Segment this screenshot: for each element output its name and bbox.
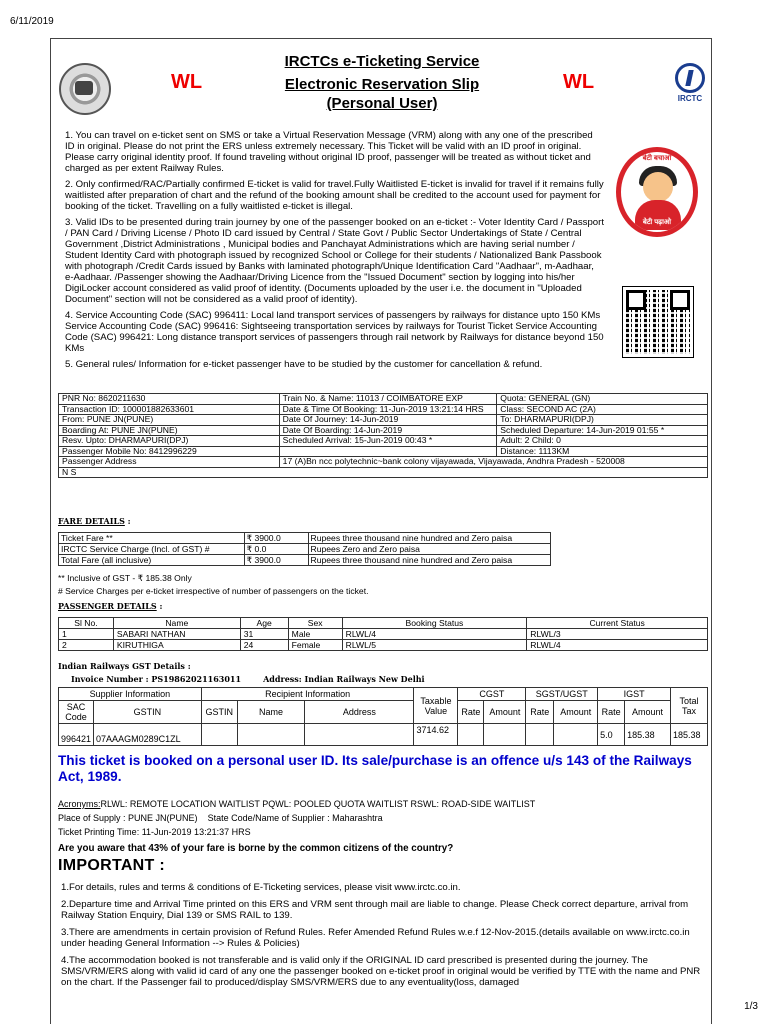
taxable-value: 3714.62 bbox=[414, 724, 458, 746]
gst-table bbox=[58, 687, 708, 746]
e-ticket bbox=[50, 38, 712, 1024]
passenger-age: 31 bbox=[240, 629, 288, 640]
sac-code: 996421 bbox=[59, 724, 94, 746]
waitlist-badge-right: WL bbox=[563, 71, 595, 93]
supplier-gstin-header: GSTIN bbox=[94, 701, 202, 724]
passenger-name: KIRUTHIGA bbox=[113, 640, 240, 651]
place-of-supply-line bbox=[58, 813, 383, 823]
rule-1: 1.For details, rules and terms & conditions of E-Ticketing services, please visit www.irctc.co.in. bbox=[61, 882, 461, 893]
invoice-number: Invoice Number : PS19862021163011 bbox=[71, 674, 242, 684]
important-heading: IMPORTANT : bbox=[58, 857, 165, 874]
cgst-header: CGST bbox=[458, 688, 526, 701]
fare-row bbox=[59, 533, 551, 544]
note-2: 2. Only confirmed/RAC/Partially confirmed E-ticket is valid for travel.Fully Waitlisted E-ticket is invalid for travel if it remains fully waitlisted after preparation of chart and the refund of the booking amount shall be credited to the account used for payment for booking of the ticket. Travelling on a fully waitlisted e-ticket is illegal. bbox=[65, 179, 604, 212]
recipient-name bbox=[237, 724, 305, 746]
igst-rate-header: Rate bbox=[598, 701, 625, 724]
waitlist-badge-left: WL bbox=[171, 71, 203, 93]
from-station: From: PUNE JN(PUNE) bbox=[59, 415, 280, 426]
recipient-address-header: Address bbox=[305, 701, 414, 724]
passenger-sl-no: 1 bbox=[59, 629, 114, 640]
passenger-table bbox=[58, 617, 708, 651]
ticket-user-type: (Personal User) bbox=[326, 95, 438, 112]
cgst-amount-header: Amount bbox=[484, 701, 526, 724]
passenger-age: 24 bbox=[240, 640, 288, 651]
passenger-name: SABARI NATHAN bbox=[113, 629, 240, 640]
note-5: 5. General rules/ Information for e-ticket passenger have to be studied by the customer for cancellation & refund. bbox=[65, 359, 543, 370]
acronyms-label: Acronyms: bbox=[58, 799, 101, 809]
cgst-rate bbox=[458, 724, 484, 746]
fare-table bbox=[58, 532, 551, 566]
fare-heading-colon: : bbox=[124, 516, 131, 526]
recipient-gstin bbox=[201, 724, 237, 746]
fare-words: Rupees three thousand nine hundred and Zero paisa bbox=[308, 533, 550, 544]
address-label: Passenger Address bbox=[59, 457, 280, 468]
note-3: 3. Valid IDs to be presented during train journey by one of the passenger booked on an e-ticket :- Voter Identity Card / Passport / PAN Card / Driving License / Photo ID card issued by Central / State Govt / Public Sector Undertakings of State / Central Government ,District Administrations , Municipal bodies and Panchayat Administrations which are having serial number / Student Identity Card with photograph issued by recognized School or College for their students / Nationalized Bank Passbook with photograph /Credit Cards issued by Banks with laminated photograph/Unique Identification Card "Aadhaar", m-Aadhaar, e-Aadhaar. /Passenger showing the Aadhaar/Driving Licence from the "Issued Document" section by logging into his/her DigiLocker account considered as valid proof of identity. (Documents uploaded by the user i.e. the document in "Uploaded Document" section will not be considered as a valid proof of identity). bbox=[65, 217, 604, 305]
qr-code-icon bbox=[623, 287, 693, 357]
fare-words: Rupees three thousand nine hundred and Zero paisa bbox=[308, 555, 550, 566]
travel-class: Class: SECOND AC (2A) bbox=[497, 404, 708, 415]
beti-padhao-text: बेटी पढ़ाओ bbox=[642, 219, 672, 226]
col-name: Name bbox=[113, 618, 240, 629]
sgst-rate bbox=[526, 724, 554, 746]
cgst-rate-header: Rate bbox=[458, 701, 484, 724]
scheduled-departure: Scheduled Departure: 14-Jun-2019 01:55 * bbox=[497, 425, 708, 436]
service-charge-note: # Service Charges per e-ticket irrespective of number of passengers on the ticket. bbox=[58, 586, 369, 596]
current-status: RLWL/4 bbox=[527, 640, 708, 651]
booking-datetime: Date & Time Of Booking: 11-Jun-2019 13:21:14 HRS bbox=[279, 404, 497, 415]
scheduled-arrival: Scheduled Arrival: 15-Jun-2019 00:43 * bbox=[279, 436, 497, 447]
passenger-sl-no: 2 bbox=[59, 640, 114, 651]
igst-header: IGST bbox=[598, 688, 671, 701]
beti-bachao-text: बेटी बचाओ bbox=[642, 155, 672, 162]
fare-row bbox=[59, 544, 551, 555]
journey-date: Date Of Journey: 14-Jun-2019 bbox=[279, 415, 497, 426]
boarding-date: Date Of Boarding: 14-Jun-2019 bbox=[279, 425, 497, 436]
state-code: State Code/Name of Supplier : Maharashtra bbox=[207, 813, 383, 823]
irctc-logo-icon bbox=[673, 63, 707, 107]
ticket-subtitle: Electronic Reservation Slip bbox=[284, 76, 480, 93]
address-name: N S bbox=[59, 467, 708, 478]
note-4: 4. Service Accounting Code (SAC) 996411: Local land transport services of passengers by railways for distance upto 150 KMs Service Accounting Code (SAC) 996416: Sightseeing transportation services by railways for Tourist Ticket Service Accounting Code (SAC) 996421: Long distance transport services of passengers through rail network by Railways for distance beyond 150 KMs bbox=[65, 310, 604, 354]
fare-amount: ₹ 0.0 bbox=[244, 544, 308, 555]
gst-invoice-line bbox=[71, 674, 447, 684]
rule-3: 3.There are amendments in certain provision of Refund Rules. Refer Amended Refund Rules w.e.f 12-Nov-2015.(details available on www.irctc.co.in under heading General Information --> Rules & Policies) bbox=[61, 927, 690, 949]
fare-details-heading bbox=[58, 516, 131, 526]
total-tax-header: Total Tax bbox=[670, 688, 707, 724]
total-tax: 185.38 bbox=[670, 724, 707, 746]
place-of-supply: Place of Supply : PUNE JN(PUNE) bbox=[58, 813, 198, 823]
booking-status: RLWL/4 bbox=[342, 629, 527, 640]
booking-status: RLWL/5 bbox=[342, 640, 527, 651]
fare-label: IRCTC Service Charge (Incl. of GST) # bbox=[59, 544, 245, 555]
train-name: Train No. & Name: 11013 / COIMBATORE EXP bbox=[279, 394, 497, 405]
beti-bachao-logo-icon bbox=[616, 147, 698, 237]
passenger-table-header bbox=[59, 618, 708, 629]
sac-code-header: SAC Code bbox=[59, 701, 94, 724]
journey-info-table bbox=[58, 393, 708, 478]
current-status: RLWL/3 bbox=[527, 629, 708, 640]
acronyms-line bbox=[58, 799, 535, 809]
recipient-address bbox=[305, 724, 414, 746]
note-1: 1. You can travel on e-ticket sent on SMS or take a Virtual Reservation Message (VRM) along with any one of the prescribed ID in original. Please do not print the ERS unless extremely necessary. This Ticket will be valid with an ID proof in original. Please carry original identity proof. If found traveling without original ID proof, passenger will be treated as without ticket and charged as per extent Railway Rules. bbox=[65, 130, 593, 174]
gst-details-heading: Indian Railways GST Details : bbox=[58, 661, 191, 671]
quota: Quota: GENERAL (GN) bbox=[497, 394, 708, 405]
page-number: 1/3 bbox=[744, 1001, 758, 1012]
passenger-sex: Male bbox=[288, 629, 342, 640]
supplier-gstin: 07AAAGM0289C1ZL bbox=[94, 724, 202, 746]
to-station: To: DHARMAPURI(DPJ) bbox=[497, 415, 708, 426]
sgst-amount bbox=[554, 724, 598, 746]
table-row bbox=[59, 629, 708, 640]
fare-amount: ₹ 3900.0 bbox=[244, 533, 308, 544]
acronyms-text: RLWL: REMOTE LOCATION WAITLIST PQWL: POOLED QUOTA WAITLIST RSWL: ROAD-SIDE WAITLIST bbox=[100, 799, 536, 809]
sgst-amount-header: Amount bbox=[554, 701, 598, 724]
fare-heading-text: FARE DETAILS bbox=[58, 516, 125, 526]
ticket-notes bbox=[65, 130, 605, 375]
reservation-upto: Resv. Upto: DHARMAPURI(DPJ) bbox=[59, 436, 280, 447]
supplier-info-header: Supplier Information bbox=[59, 688, 202, 701]
passenger-mobile: Passenger Mobile No: 8412996229 bbox=[59, 446, 280, 457]
fare-words: Rupees Zero and Zero paisa bbox=[308, 544, 550, 555]
passenger-heading-colon: : bbox=[156, 601, 163, 611]
distance: Distance: 1113KM bbox=[497, 446, 708, 457]
rule-4: 4.The accommodation booked is not transferable and is valid only if the ORIGINAL ID card prescribed is presented during the journey. The SMS/VRM/ERS along with valid id card of any one the passenger booked on e-ticket proof in original would be verified by TTE with the name and PNR on the chart. If the Passenger fail to produced/display SMS/VRM/ERS due to any eventuality(loss, damaged bbox=[61, 955, 701, 988]
taxable-value-header: Taxable Value bbox=[414, 688, 458, 724]
sgst-header: SGST/UGST bbox=[526, 688, 598, 701]
igst-amount-header: Amount bbox=[625, 701, 671, 724]
col-current-status: Current Status bbox=[527, 618, 708, 629]
col-sl-no: Sl No. bbox=[59, 618, 114, 629]
recipient-name-header: Name bbox=[237, 701, 305, 724]
offence-warning: This ticket is booked on a personal user ID. Its sale/purchase is an offence u/s 143 of the Railways Act, 1989. bbox=[58, 753, 692, 784]
fare-label: Total Fare (all inclusive) bbox=[59, 555, 245, 566]
print-date: 6/11/2019 bbox=[10, 16, 54, 27]
passenger-details-heading bbox=[58, 601, 162, 611]
fare-amount: ₹ 3900.0 bbox=[244, 555, 308, 566]
fare-label: Ticket Fare ** bbox=[59, 533, 245, 544]
irctc-logo-label: IRCTC bbox=[677, 94, 703, 103]
fare-row bbox=[59, 555, 551, 566]
printing-time: Ticket Printing Time: 11-Jun-2019 13:21:37 HRS bbox=[58, 827, 251, 837]
table-row bbox=[59, 640, 708, 651]
pnr: PNR No: 8620211630 bbox=[59, 394, 280, 405]
boarding-station: Boarding At: PUNE JN(PUNE) bbox=[59, 425, 280, 436]
cgst-amount bbox=[484, 724, 526, 746]
gst-inclusive-note: ** Inclusive of GST - ₹ 185.38 Only bbox=[58, 573, 192, 583]
col-sex: Sex bbox=[288, 618, 342, 629]
recipient-info-header: Recipient Information bbox=[201, 688, 414, 701]
table-row bbox=[59, 724, 708, 746]
col-age: Age bbox=[240, 618, 288, 629]
col-booking-status: Booking Status bbox=[342, 618, 527, 629]
ticket-title: IRCTCs e-Ticketing Service bbox=[284, 53, 480, 70]
recipient-gstin-header: GSTIN bbox=[201, 701, 237, 724]
gst-address: Address: Indian Railways New Delhi bbox=[263, 674, 425, 684]
important-rules bbox=[61, 882, 709, 994]
rule-2: 2.Departure time and Arrival Time printed on this ERS and VRM sent through mail are liable to change. Please Check correct departure, arrival from Railway Station Enquiry, Dial 139 or SMS RAIL to 139. bbox=[61, 899, 689, 921]
passenger-sex: Female bbox=[288, 640, 342, 651]
passenger-heading-text: PASSENGER DETAILS bbox=[58, 601, 157, 611]
passenger-address: 17 (A)Bn ncc polytechnic~bank colony vijayawada, Vijayawada, Andhra Pradesh - 520008 bbox=[279, 457, 707, 468]
fare-subsidy-notice: Are you aware that 43% of your fare is borne by the common citizens of the country? bbox=[58, 843, 454, 854]
sgst-rate-header: Rate bbox=[526, 701, 554, 724]
transaction-id: Transaction ID: 100001882633601 bbox=[59, 404, 280, 415]
igst-rate: 5.0 bbox=[598, 724, 625, 746]
passenger-count: Adult: 2 Child: 0 bbox=[497, 436, 708, 447]
igst-amount: 185.38 bbox=[625, 724, 671, 746]
